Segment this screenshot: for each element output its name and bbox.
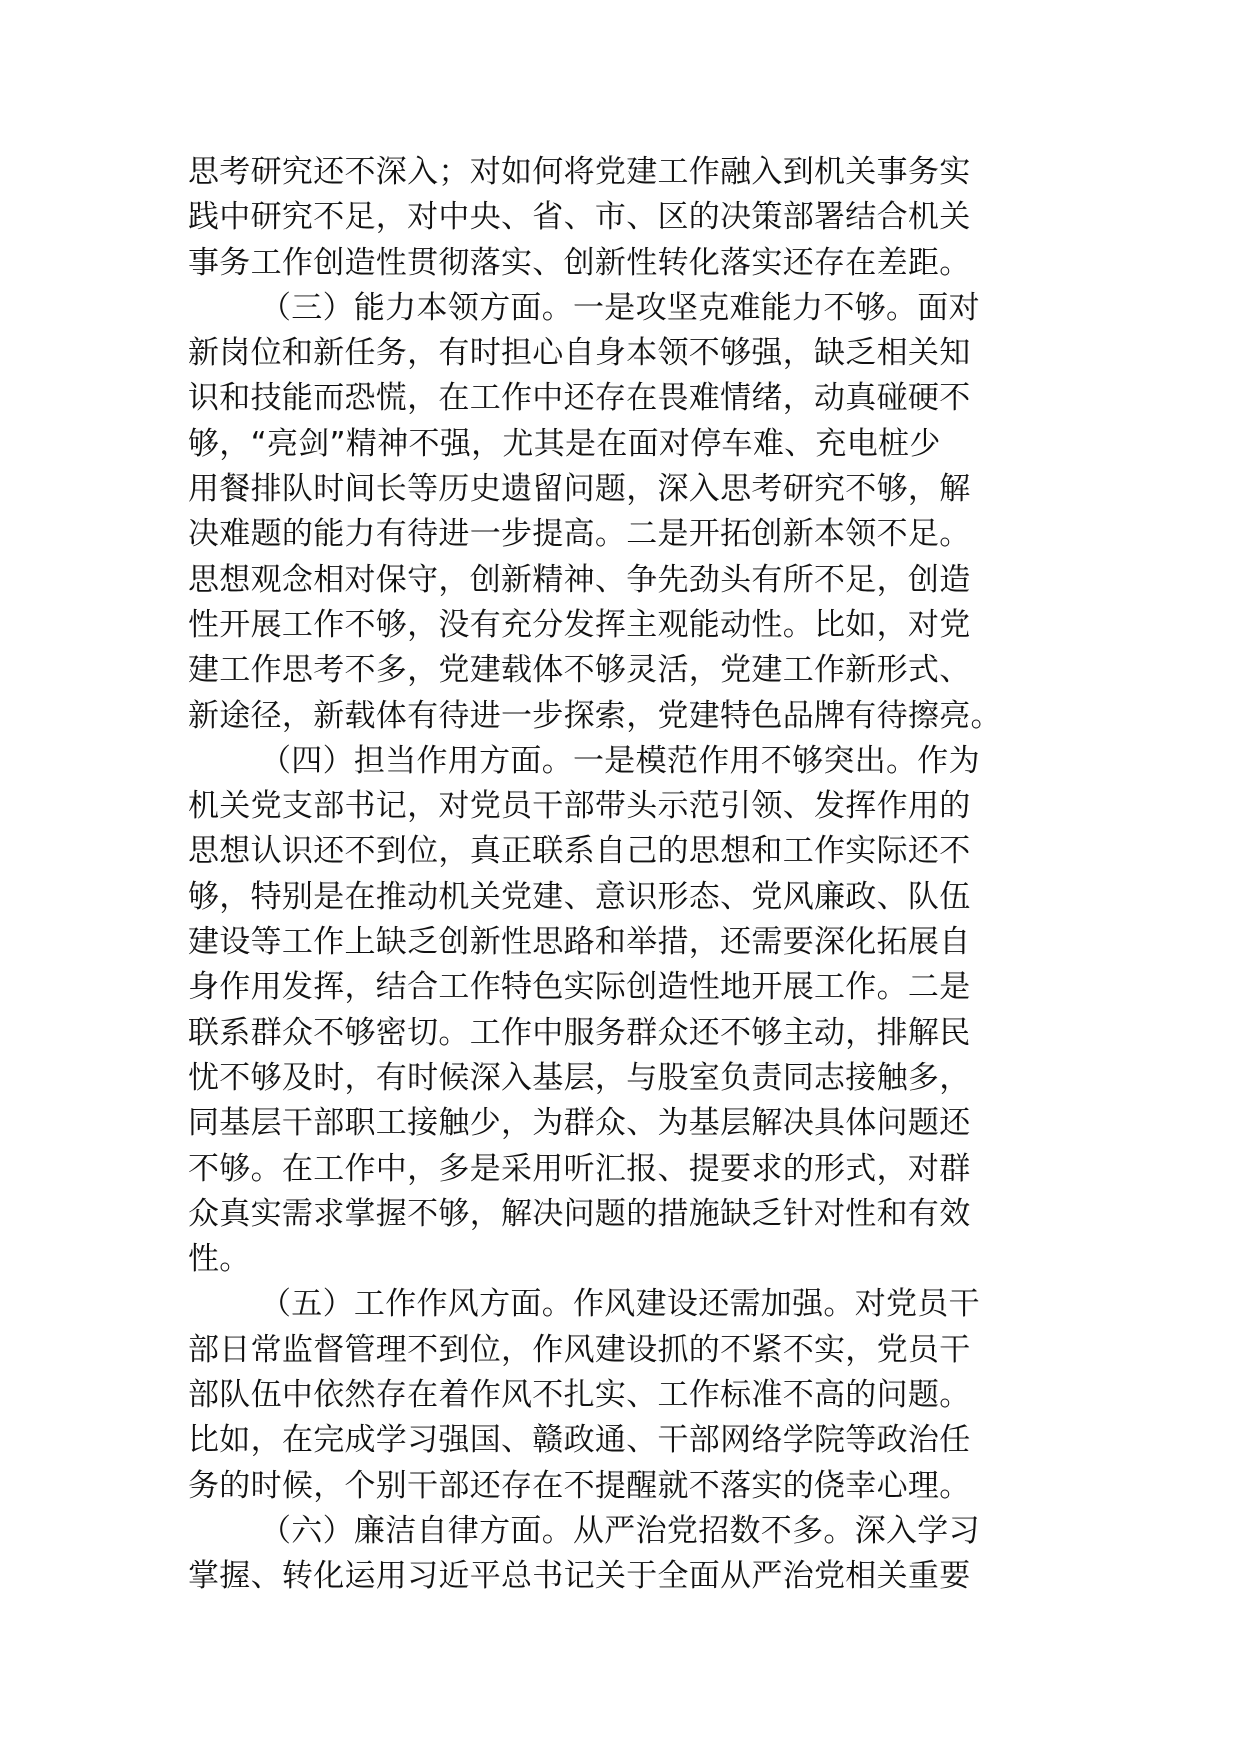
text-line: 部日常监督管理不到位，作风建设抓的不紧不实，党员干 (188, 1331, 971, 1368)
text-line: 新途径，新载体有待进一步探索，党建特色品牌有待擦亮。 (188, 697, 1002, 734)
text-line: 践中研究不足，对中央、省、市、区的决策部署结合机关 (188, 199, 971, 236)
text-line: 够，“亮剑”精神不强，尤其是在面对停车难、充电桩少 (188, 425, 941, 462)
text-line: 不够。在工作中，多是采用听汇报、提要求的形式，对群 (188, 1150, 971, 1187)
body-text (188, 150, 1056, 1600)
text-line: 事务工作创造性贯彻落实、创新性转化落实还存在差距。 (188, 244, 971, 281)
paragraph-first-line: （五）工作作风方面。作风建设还需加强。对党员干 (260, 1286, 980, 1323)
text-line: 务的时候，个别干部还存在不提醒就不落实的侥幸心理。 (188, 1467, 971, 1504)
text-line: 身作用发挥，结合工作特色实际创造性地开展工作。二是 (188, 969, 971, 1006)
text-line: 性。 (188, 1241, 251, 1278)
text-line: 思想认识还不到位，真正联系自己的思想和工作实际还不 (188, 833, 971, 870)
text-line: 比如，在完成学习强国、赣政通、干部网络学院等政治任 (188, 1422, 971, 1459)
text-line: 机关党支部书记，对党员干部带头示范引领、发挥作用的 (188, 788, 971, 825)
paragraph-first-line: （四）担当作用方面。一是模范作用不够突出。作为 (260, 742, 980, 779)
paragraph-first-line: （六）廉洁自律方面。从严治党招数不多。深入学习 (260, 1512, 980, 1549)
text-line: 众真实需求掌握不够，解决问题的措施缺乏针对性和有效 (188, 1195, 971, 1232)
text-line: 忧不够及时，有时候深入基层，与股室负责同志接触多， (188, 1059, 971, 1096)
text-line: 掌握、转化运用习近平总书记关于全面从严治党相关重要 (188, 1558, 971, 1595)
text-line: 思考研究还不深入；对如何将党建工作融入到机关事务实 (188, 154, 971, 190)
text-line: 思想观念相对保守，创新精神、争先劲头有所不足，创造 (188, 561, 971, 598)
text-line: 联系群众不够密切。工作中服务群众还不够主动，排解民 (188, 1014, 971, 1051)
text-line: 决难题的能力有待进一步提高。二是开拓创新本领不足。 (188, 516, 971, 553)
text-line: 够，特别是在推动机关党建、意识形态、党风廉政、队伍 (188, 878, 971, 915)
text-line: 建工作思考不多，党建载体不够灵活，党建工作新形式、 (188, 652, 971, 689)
text-line: 用餐排队时间长等历史遗留问题，深入思考研究不够，解 (188, 471, 971, 508)
text-line: 同基层干部职工接触少，为群众、为基层解决具体问题还 (188, 1105, 971, 1142)
text-line: 建设等工作上缺乏创新性思路和举措，还需要深化拓展自 (188, 924, 971, 961)
text-line: 性开展工作不够，没有充分发挥主观能动性。比如，对党 (188, 606, 971, 643)
paragraph-first-line: （三）能力本领方面。一是攻坚克难能力不够。面对 (260, 289, 980, 326)
text-line: 识和技能而恐慌，在工作中还存在畏难情绪，动真碰硬不 (188, 380, 971, 417)
text-line: 部队伍中依然存在着作风不扎实、工作标准不高的问题。 (188, 1377, 971, 1414)
text-line: 新岗位和新任务，有时担心自身本领不够强，缺乏相关知 (188, 335, 971, 372)
